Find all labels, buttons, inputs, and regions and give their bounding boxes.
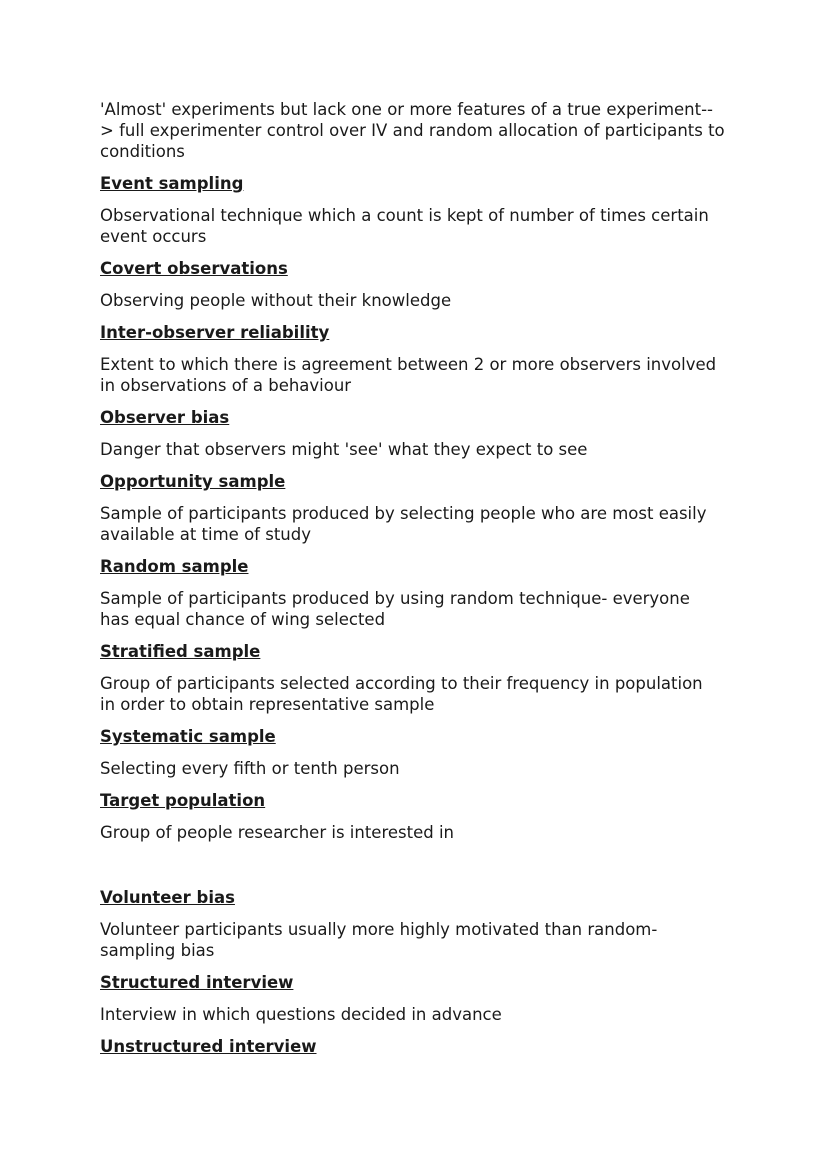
document-page [100,99,740,1057]
term-structured-interview: Structured interview [100,973,294,992]
definition-covert-observations: Observing people without their knowledge [100,291,452,310]
definition-random-sample: Sample of participants produced by using random technique- everyone has equal chance of wing selected [100,589,690,629]
term-event-sampling: Event sampling [100,174,244,193]
definition-systematic-sample: Selecting every fifth or tenth person [100,759,400,778]
term-covert-observations: Covert observations [100,259,288,278]
spacer [100,843,740,876]
definition-inter-observer-reliability: Extent to which there is agreement between 2 or more observers involved in observations of a behaviour [100,355,717,395]
term-volunteer-bias: Volunteer bias [100,888,235,907]
term-random-sample: Random sample [100,557,249,576]
definition-target-population: Group of people researcher is interested in [100,823,455,842]
term-opportunity-sample: Opportunity sample [100,472,286,491]
definition-opportunity-sample: Sample of participants produced by selecting people who are most easily available at time of study [100,504,707,544]
definition-event-sampling: Observational technique which a count is kept of number of times certain event occurs [100,206,709,246]
term-inter-observer-reliability: Inter-observer reliability [100,323,330,342]
definition-stratified-sample: Group of participants selected according to their frequency in population in order to obtain representative sample [100,674,703,714]
definition-observer-bias: Danger that observers might 'see' what they expect to see [100,440,588,459]
term-observer-bias: Observer bias [100,408,230,427]
term-stratified-sample: Stratified sample [100,642,261,661]
term-unstructured-interview: Unstructured interview [100,1037,317,1056]
term-target-population: Target population [100,791,266,810]
intro-definition: 'Almost' experiments but lack one or more features of a true experiment--> full experimenter control over IV and random allocation of participants to conditions [100,100,725,161]
term-systematic-sample: Systematic sample [100,727,276,746]
definition-structured-interview: Interview in which questions decided in advance [100,1005,502,1024]
definition-volunteer-bias: Volunteer participants usually more highly motivated than random-sampling bias [100,920,658,960]
